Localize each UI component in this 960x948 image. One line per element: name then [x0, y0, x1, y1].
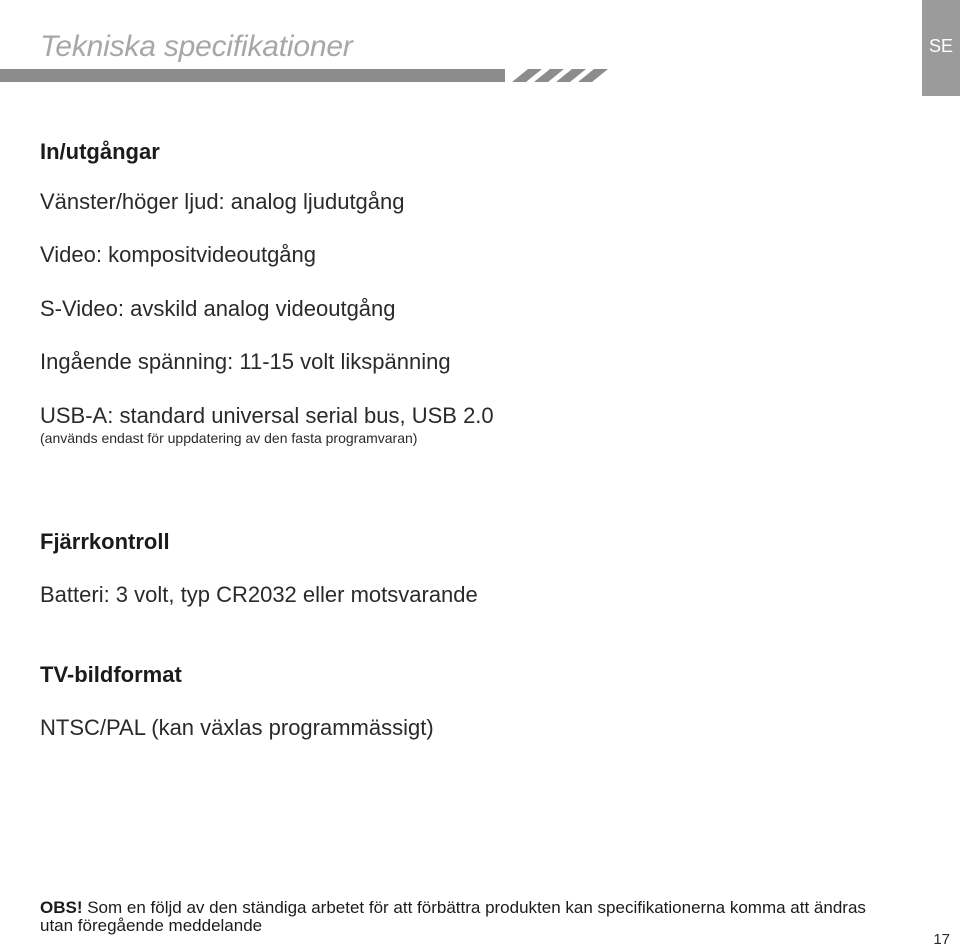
- tv-format-heading: TV-bildformat: [40, 662, 182, 687]
- spec-line: Vänster/höger ljud: analog ljudutgång: [40, 189, 405, 214]
- remote-heading: Fjärrkontroll: [40, 529, 170, 554]
- spec-line: Batteri: 3 volt, typ CR2032 eller motsvarande: [40, 582, 478, 607]
- obs-label: OBS!: [40, 898, 83, 917]
- spec-line: USB-A: standard universal serial bus, USB 2.0: [40, 403, 494, 428]
- obs-text: Som en följd av den ständiga arbetet för att förbättra produkten kan specifikationerna komma att ändras utan föregående meddelande: [40, 898, 866, 935]
- language-tab: SE: [922, 0, 960, 96]
- spec-line: S-Video: avskild analog videoutgång: [40, 296, 396, 321]
- spec-line: Video: kompositvideoutgång: [40, 242, 317, 267]
- page-number: 17: [933, 931, 950, 948]
- spec-line: NTSC/PAL (kan växlas programmässigt): [40, 715, 434, 740]
- page-title: Tekniska specifikationer: [40, 30, 353, 63]
- spec-line: Ingående spänning: 11-15 volt likspänning: [40, 349, 451, 374]
- header-rule: [0, 69, 610, 82]
- footnote: [40, 899, 900, 935]
- usb-note: (används endast för uppdatering av den fasta programvaran): [40, 430, 418, 446]
- io-heading: In/utgångar: [40, 139, 160, 164]
